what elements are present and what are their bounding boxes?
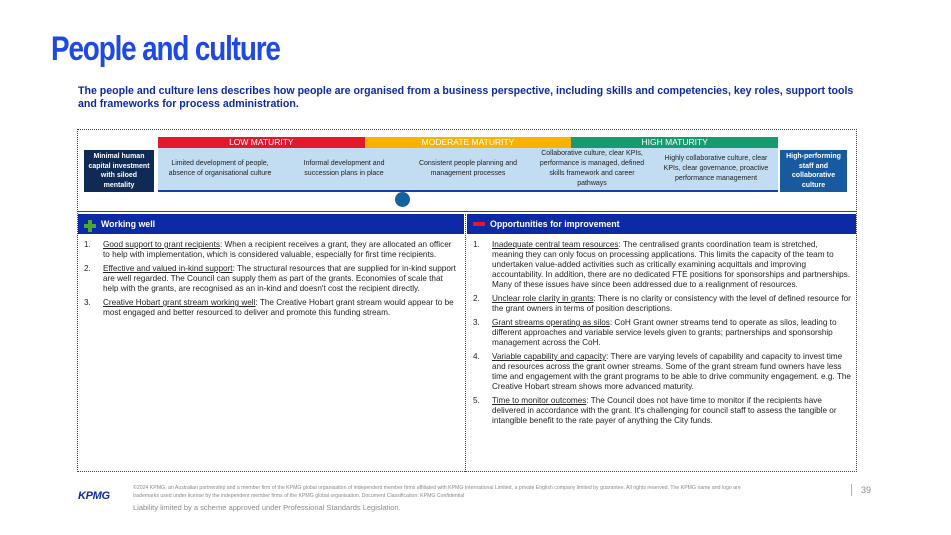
opportunities-list — [473, 240, 851, 430]
high-end-caption: High-performing staff and collaborative culture — [780, 150, 847, 192]
page-title: People and culture — [51, 30, 280, 68]
list-item: 1. Inadequate central team resources: The centralised grants coordination team is stretched, meaning they can only focus on processing applications. This limits the capacity of the team to undertaken value-added activities such as critically examining acquittals and improving accountability. In addition, there are no dedicated FTE positions for sponsorships and partnerships. Many of these issues have since been addressed due to a realignment of resources. — [473, 240, 851, 289]
kpmg-logo: KPMG — [78, 490, 110, 502]
band-moderate-maturity: MODERATE MATURITY — [365, 137, 572, 148]
working-well-header — [78, 214, 464, 234]
maturity-bands — [158, 137, 778, 148]
list-item: 4. Variable capability and capacity: There are varying levels of capability and capacity to invest time and resources across the grant owner streams. Some of the grant stream fund owners have less time and engagement with the grant programs to be able to drive community engagement. e.g. The Creative Hobart stream shows more advanced maturity. — [473, 352, 851, 391]
intro-text: The people and culture lens describes how people are organised from a business perspective, including skills and competencies, key roles, support tools and frameworks for process administration. — [78, 85, 854, 110]
band-low-maturity: LOW MATURITY — [158, 137, 365, 148]
list-item: 2. Unclear role clarity in grants: There is no clarity or consistency with the level of defined resource for the grant owners in terms of position descriptions. — [473, 294, 851, 313]
stage-1: Limited development of people, absence of organisational culture — [168, 160, 272, 177]
liability-note: Liability limited by a scheme approved under Professional Standards Legislation. — [133, 503, 401, 512]
low-end-caption: Minimal human capital investment with siloed mentality — [84, 150, 154, 192]
band-high-maturity: HIGH MATURITY — [571, 137, 778, 148]
list-item: 2. Effective and valued in-kind support: The structural resources that are supplied for in-kind support are well regarded. The Council can supply them as part of the grants. Economies of scale that help with the grants, are recognised as an in-kind and doesn't cost the recipient directly. — [84, 264, 456, 293]
minus-icon — [473, 222, 485, 226]
stage-3: Consistent people planning and management processes — [418, 160, 518, 177]
column-divider — [465, 214, 466, 472]
working-well-heading: Working well — [101, 219, 156, 229]
list-item: 5. Time to monitor outcomes: The Council does not have time to monitor if the recipients have delivered in accordance with the grant. It's challenging for council staff to assess the tangible or intangible benefit to the rate payer of anything the City funds. — [473, 396, 837, 425]
stage-4: Collaborative culture, clear KPIs, performance is managed, defined skills framework and career pathways — [539, 150, 645, 187]
list-item: 3. Creative Hobart grant stream working well: The Creative Hobart grant stream would appear to be most engaged and better resourced to deliver and promote this funding stream. — [84, 298, 454, 317]
maturity-stages — [158, 148, 778, 192]
list-item: 1. Good support to grant recipients: When a recipient receives a grant, they are allocated an officer to help with implementation, which is considered valuable, especially for first time recipients. — [84, 240, 452, 259]
current-maturity-marker — [395, 192, 410, 207]
content-frame — [77, 129, 857, 472]
working-well-list — [84, 240, 458, 322]
list-item: 3. Grant streams operating as silos: CoH Grant owner streams tend to operate as silos, leading to different approaches and variable service levels given to grants; partnerships and sponsorship management across the CoH. — [473, 318, 837, 347]
page-number-divider — [851, 484, 852, 496]
legal-notice: ©2024 KPMG, an Australian partnership and a member firm of the KPMG global organisation of independent member firms affiliated with KPMG International Limited, a private English company limited by guarantee. All rights reserved. The KPMG name and logo are trademarks used under license by the independent member firms of the KPMG global organisation. Document Classification: KPMG Confidential — [133, 485, 741, 499]
stage-5: Highly collaborative culture, clear KPIs, clear governance, proactive performance management — [663, 155, 769, 182]
stage-2: Informal development and succession plans in place — [303, 160, 385, 177]
opportunities-header — [467, 214, 856, 234]
opportunities-heading: Opportunities for improvement — [490, 219, 620, 229]
maturity-scale-panel — [78, 130, 856, 212]
plus-icon — [84, 220, 96, 232]
page-number: 39 — [861, 485, 872, 495]
